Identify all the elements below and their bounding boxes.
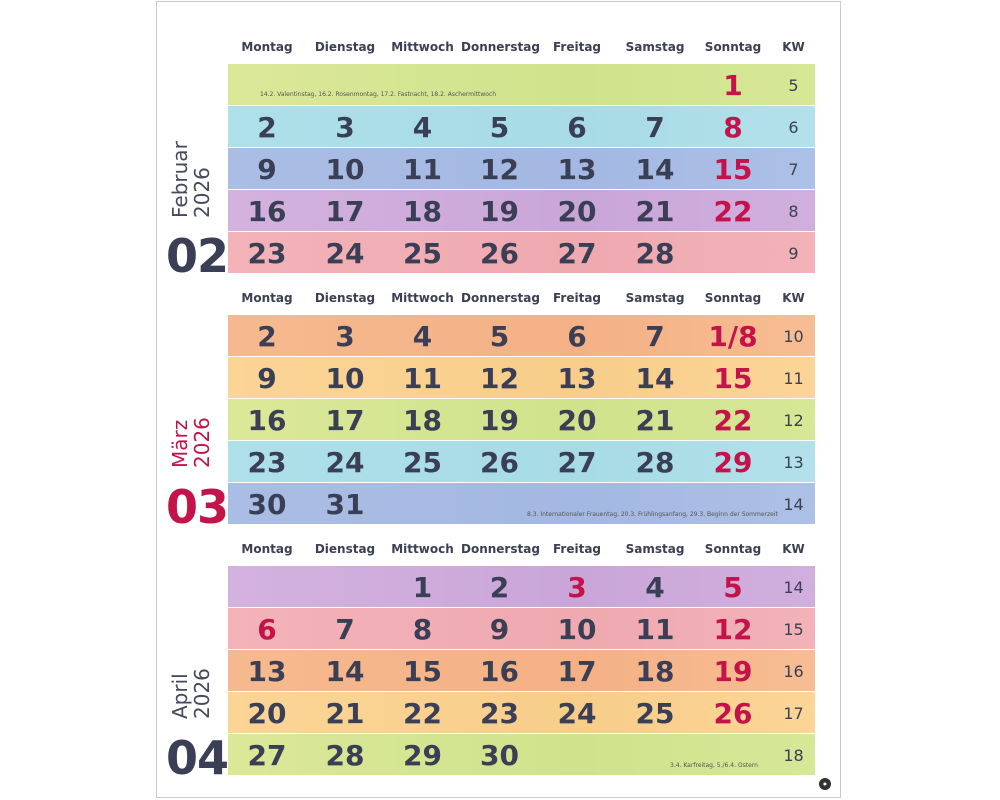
day-cell: 15 <box>713 153 753 186</box>
week-row <box>228 232 815 273</box>
day-cell: 3 <box>335 320 355 353</box>
weekday-header: Sonntag <box>704 291 762 305</box>
week-row <box>228 608 815 649</box>
day-cell: 2 <box>489 571 510 604</box>
weekday-header: Freitag <box>552 542 602 556</box>
day-cell: 14 <box>325 655 365 688</box>
weekday-header: Donnerstag <box>461 40 540 54</box>
day-cell: 6 <box>567 111 587 144</box>
weekday-header: Sonntag <box>704 542 762 556</box>
day-cell: 25 <box>403 446 442 479</box>
week-row <box>228 315 815 356</box>
week-number: 5 <box>788 76 799 95</box>
weekday-header: Montag <box>241 291 293 305</box>
week-row <box>228 399 815 440</box>
day-cell: 19 <box>713 655 753 688</box>
month-label-march <box>169 417 213 468</box>
day-cell: 24 <box>325 446 365 479</box>
day-cell: 5 <box>489 320 510 353</box>
day-cell: 24 <box>557 697 597 730</box>
day-cell: 15 <box>713 362 753 395</box>
day-cell: 26 <box>713 697 753 730</box>
weekday-header: Samstag <box>625 40 685 54</box>
day-cell: 22 <box>713 404 753 437</box>
day-cell: 28 <box>325 739 365 772</box>
day-cell: 9 <box>257 362 277 395</box>
day-cell: 3 <box>335 111 355 144</box>
weekday-header: Montag <box>241 542 293 556</box>
day-cell: 4 <box>645 571 665 604</box>
holiday-note: 3.4. Karfreitag, 5./6.4. Ostern <box>670 762 758 769</box>
day-cell: 5 <box>723 571 743 604</box>
day-cell: 19 <box>480 195 519 228</box>
weekday-header: Mittwoch <box>391 542 454 556</box>
week-number: 12 <box>783 411 804 430</box>
week-row <box>228 566 815 607</box>
weekday-header: Montag <box>241 40 293 54</box>
day-cell: 5 <box>489 111 510 144</box>
day-cell: 16 <box>247 195 287 228</box>
day-cell: 31 <box>325 488 365 521</box>
month-label-april <box>169 668 213 719</box>
week-row <box>228 734 815 775</box>
day-cell: 6 <box>567 320 587 353</box>
weekday-header: Freitag <box>552 40 602 54</box>
day-cell: 29 <box>403 739 442 772</box>
month-name: März <box>168 419 192 468</box>
weekday-header: Samstag <box>625 542 685 556</box>
day-cell: 10 <box>325 362 365 395</box>
day-cell: 18 <box>635 655 675 688</box>
day-cell: 25 <box>635 697 675 730</box>
day-cell: 25 <box>403 237 442 270</box>
month-label-february <box>169 141 213 218</box>
day-cell: 14 <box>635 362 675 395</box>
week-number: 6 <box>788 118 799 137</box>
day-cell: 7 <box>645 320 665 353</box>
day-cell: 30 <box>247 488 287 521</box>
day-cell: 9 <box>489 613 510 646</box>
week-number: 11 <box>783 369 804 388</box>
week-number: 16 <box>783 662 804 681</box>
day-cell: 8 <box>723 111 743 144</box>
day-cell: 27 <box>247 739 287 772</box>
day-cell: 10 <box>557 613 597 646</box>
week-row <box>228 483 815 524</box>
day-cell: 2 <box>257 320 277 353</box>
day-cell: 9 <box>257 153 277 186</box>
day-cell: 11 <box>403 362 442 395</box>
publisher-logo-icon: ● <box>819 778 831 790</box>
weekday-header: Samstag <box>625 291 685 305</box>
week-number: 7 <box>788 160 799 179</box>
week-number: 8 <box>788 202 799 221</box>
week-number: 9 <box>788 244 799 263</box>
weekday-header: Donnerstag <box>461 291 540 305</box>
week-row <box>228 441 815 482</box>
day-cell: 26 <box>480 446 519 479</box>
week-number: 14 <box>783 578 804 597</box>
month-number: 03 <box>166 480 229 534</box>
day-cell: 20 <box>557 195 597 228</box>
day-cell: 8 <box>412 613 433 646</box>
day-cell: 27 <box>557 446 597 479</box>
day-cell: 2 <box>257 111 277 144</box>
weekday-header: Donnerstag <box>461 542 540 556</box>
day-cell: 18 <box>403 404 442 437</box>
calendar-page <box>156 1 841 798</box>
month-number: 04 <box>166 731 229 785</box>
day-cell: 28 <box>635 446 675 479</box>
day-cell: 16 <box>480 655 519 688</box>
day-cell: 10 <box>325 153 365 186</box>
week-row <box>228 650 815 691</box>
day-cell: 13 <box>557 362 597 395</box>
day-cell: 18 <box>403 195 442 228</box>
week-row <box>228 64 815 105</box>
day-cell: 12 <box>480 362 519 395</box>
day-cell: 26 <box>480 237 519 270</box>
week-number: 17 <box>783 704 804 723</box>
month-year: 2026 <box>190 668 214 719</box>
week-number-header: KW <box>782 291 805 305</box>
day-cell: 17 <box>557 655 597 688</box>
month-name: April <box>168 673 192 719</box>
day-cell: 12 <box>480 153 519 186</box>
week-row <box>228 190 815 231</box>
day-cell: 23 <box>247 237 287 270</box>
weekday-header: Sonntag <box>704 40 762 54</box>
day-cell: 7 <box>645 111 665 144</box>
month-number: 02 <box>166 229 229 283</box>
day-cell: 21 <box>325 697 365 730</box>
holiday-note: 8.3. Internationaler Frauentag, 20.3. Frühlingsanfang, 29.3. Beginn der Sommerzeit <box>527 511 778 518</box>
week-number: 10 <box>783 327 804 346</box>
weekday-header: Mittwoch <box>391 40 454 54</box>
day-cell: 7 <box>335 613 355 646</box>
week-row <box>228 692 815 733</box>
day-cell: 11 <box>403 153 442 186</box>
day-cell: 4 <box>412 111 433 144</box>
month-name: Februar <box>168 141 192 218</box>
day-cell: 30 <box>480 739 519 772</box>
day-cell: 28 <box>635 237 675 270</box>
day-cell: 6 <box>257 613 277 646</box>
day-cell: 29 <box>713 446 753 479</box>
day-cell: 19 <box>480 404 519 437</box>
month-year: 2026 <box>190 167 214 218</box>
day-cell: 1 <box>723 69 743 102</box>
week-row <box>228 148 815 189</box>
week-number: 18 <box>783 746 804 765</box>
day-cell: 15 <box>403 655 442 688</box>
day-cell: 13 <box>247 655 287 688</box>
day-cell: 24 <box>325 237 365 270</box>
weekday-header: Dienstag <box>314 542 376 556</box>
day-cell: 16 <box>247 404 287 437</box>
week-row <box>228 106 815 147</box>
weekday-header: Dienstag <box>314 40 376 54</box>
day-cell: 22 <box>713 195 753 228</box>
week-number: 13 <box>783 453 804 472</box>
day-cell: 21 <box>635 404 675 437</box>
month-year: 2026 <box>190 417 214 468</box>
week-number-header: KW <box>782 40 805 54</box>
day-cell: 20 <box>247 697 287 730</box>
day-cell: 1 <box>412 571 433 604</box>
day-cell: 21 <box>635 195 675 228</box>
day-cell: 14 <box>635 153 675 186</box>
week-row <box>228 357 815 398</box>
day-cell: 20 <box>557 404 597 437</box>
week-number: 14 <box>783 495 804 514</box>
week-number: 15 <box>783 620 804 639</box>
weekday-header: Mittwoch <box>391 291 454 305</box>
day-cell: 13 <box>557 153 597 186</box>
day-cell: 4 <box>412 320 433 353</box>
holiday-note: 14.2. Valentinstag, 16.2. Rosenmontag, 17.2. Fastnacht, 18.2. Aschermittwoch <box>260 91 497 98</box>
week-number-header: KW <box>782 542 805 556</box>
day-cell: 17 <box>325 195 365 228</box>
day-cell: 1/8 <box>708 320 758 353</box>
day-cell: 17 <box>325 404 365 437</box>
day-cell: 3 <box>567 571 587 604</box>
day-cell: 23 <box>480 697 519 730</box>
weekday-header: Dienstag <box>314 291 376 305</box>
day-cell: 22 <box>403 697 442 730</box>
day-cell: 27 <box>557 237 597 270</box>
day-cell: 12 <box>713 613 753 646</box>
weekday-header: Freitag <box>552 291 602 305</box>
day-cell: 23 <box>247 446 287 479</box>
day-cell: 11 <box>635 613 675 646</box>
